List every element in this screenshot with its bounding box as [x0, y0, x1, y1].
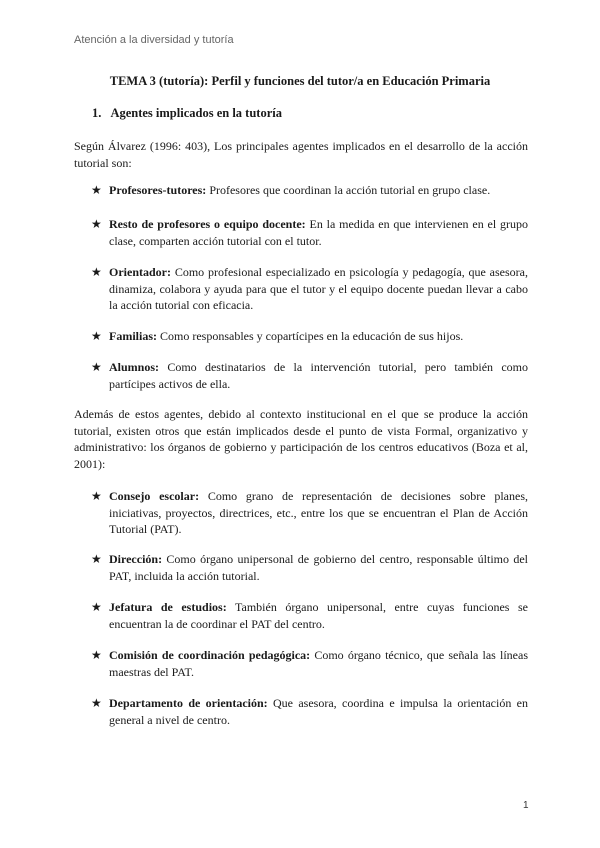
item-description: Como órgano técnico, que señala las líneas maestras del PAT.	[109, 648, 529, 679]
list-item	[91, 216, 528, 249]
list-item	[91, 695, 528, 728]
star-bullet-icon: ★	[91, 489, 102, 503]
item-term: Jefatura de estudios:	[109, 600, 227, 614]
star-bullet-icon: ★	[91, 648, 102, 662]
intro-paragraph: Según Álvarez (1996: 403), Los principales agentes implicados en el desarrollo de la acción tutorial son:	[74, 139, 528, 170]
list-item	[91, 182, 528, 199]
item-term: Comisión de coordinación pedagógica:	[109, 648, 311, 662]
running-header: Atención a la diversidad y tutoría	[74, 34, 234, 46]
item-description: Que asesora, coordina e impulsa la orientación en general a nivel de centro.	[109, 696, 529, 727]
item-term: Familias:	[109, 329, 157, 343]
item-description: Como destinatarios de la intervención tutorial, pero también como partícipes activos de ella.	[109, 360, 528, 391]
item-description: En la medida en que intervienen en el grupo clase, comparten acción tutorial con el tutor.	[109, 217, 529, 248]
page-number: 1	[523, 800, 529, 811]
star-bullet-icon: ★	[91, 696, 102, 710]
item-description: Como responsables y copartícipes en la educación de sus hijos.	[157, 329, 464, 343]
item-term: Departamento de orientación:	[109, 696, 268, 710]
section-heading-text: Agentes implicados en la tutoría	[110, 106, 282, 120]
item-term: Consejo escolar:	[109, 489, 200, 503]
item-description: Como órgano unipersonal de gobierno del centro, responsable último del PAT, incluida la acción tutorial.	[109, 552, 528, 583]
list-item	[91, 488, 528, 538]
section-number: 1.	[92, 106, 102, 120]
item-description: Como profesional especializado en psicología y pedagogía, que asesora, dinamiza, colabora y ayuda para que el tutor y el equipo docente puedan llevar a cabo la acción tutorial con eficacia.	[109, 265, 528, 312]
list-item	[91, 647, 528, 680]
list-item	[91, 359, 528, 392]
item-description: Como grano de representación de decisiones sobre planes, iniciativas, proyectos, directrices, etc., entre los que se encuentran el Plan de Acción Tutorial (PAT).	[109, 489, 528, 536]
star-bullet-icon: ★	[91, 360, 102, 374]
star-bullet-icon: ★	[91, 265, 102, 279]
item-term: Dirección:	[109, 552, 163, 566]
list-item	[91, 599, 528, 632]
item-description: Profesores que coordinan la acción tutorial en grupo clase.	[206, 183, 491, 197]
star-bullet-icon: ★	[91, 552, 102, 566]
item-term: Resto de profesores o equipo docente:	[109, 217, 306, 231]
section-heading	[92, 106, 282, 121]
item-description: También órgano unipersonal, entre cuyas funciones se encuentran la de coordinar el PAT del centro.	[109, 600, 528, 631]
list-item	[91, 328, 528, 345]
item-term: Orientador:	[109, 265, 171, 279]
item-term: Profesores-tutores:	[109, 183, 207, 197]
list-item	[91, 551, 528, 584]
star-bullet-icon: ★	[91, 600, 102, 614]
star-bullet-icon: ★	[91, 183, 102, 197]
list-item	[91, 264, 528, 314]
star-bullet-icon: ★	[91, 329, 102, 343]
middle-paragraph: Además de estos agentes, debido al contexto institucional en el que se produce la acción tutorial, existen otros que están implicados desde el punto de vista Formal, organizativo y administrativo: los órganos de gobierno y participación de los centros educativos (Boza et al, 2001):	[74, 407, 528, 471]
star-bullet-icon: ★	[91, 217, 102, 231]
item-term: Alumnos:	[109, 360, 160, 374]
document-title: TEMA 3 (tutoría): Perfil y funciones del tutor/a en Educación Primaria	[109, 74, 491, 88]
